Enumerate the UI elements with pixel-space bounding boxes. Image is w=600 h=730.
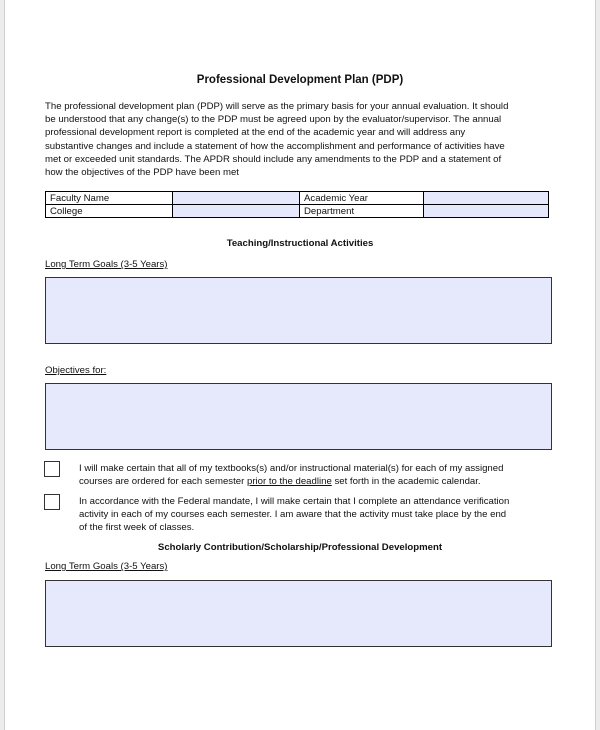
scholarly-long-term-field[interactable] (45, 580, 552, 647)
checkbox-text-line (79, 475, 503, 488)
college-field[interactable] (173, 205, 300, 218)
checkbox-text-line: activity in each of my courses each semester. I am aware that the activity must take place by the end (79, 509, 507, 521)
intro-line: how the objectives of the PDP have been met (45, 167, 239, 179)
attendance-verification-checkbox[interactable] (44, 494, 60, 510)
text-segment: courses are ordered for each semester (79, 476, 247, 488)
checkbox-text-line: of the first week of classes. (79, 522, 195, 534)
checkbox-text-line: In accordance with the Federal mandate, I will make certain that I complete an attendance verification (79, 496, 510, 507)
attendance-verification-text (79, 495, 509, 535)
intro-line: be understood that any change(s) to the PDP must be agreed upon by the evaluator/supervisor. The annual (45, 114, 502, 126)
intro-line: met or exceeded unit standards. The APDR should include any amendments to the PDP and a statement of (45, 153, 502, 165)
objectives-field[interactable] (45, 383, 552, 450)
faculty-name-label: Faculty Name (46, 192, 173, 205)
academic-year-label: Academic Year (300, 192, 424, 205)
faculty-info-table (45, 191, 549, 218)
department-field[interactable] (424, 205, 549, 218)
academic-year-field[interactable] (424, 192, 549, 205)
teaching-long-term-field[interactable] (45, 277, 552, 344)
textbook-order-text (79, 462, 503, 488)
scholarly-long-term-label: Long Term Goals (3-5 Years) (45, 561, 168, 572)
college-label: College (46, 205, 173, 218)
text-segment: set forth in the academic calendar. (331, 476, 481, 488)
intro-line: professional development report is completed at the end of the academic year and will address any (45, 127, 466, 139)
document-title: Professional Development Plan (PDP) (196, 74, 404, 86)
scholarly-heading: Scholarly Contribution/Scholarship/Professional Development (157, 542, 443, 553)
intro-line: The professional development plan (PDP) will serve as the primary basis for your annual evaluation. It should (45, 101, 509, 112)
objectives-label: Objectives for: (45, 365, 107, 376)
intro-paragraph (45, 100, 553, 179)
deadline-emphasis: prior to the deadline (246, 476, 332, 488)
faculty-name-field[interactable] (173, 192, 300, 205)
teaching-long-term-label: Long Term Goals (3-5 Years) (45, 259, 168, 270)
intro-line: substantive changes and include a statement of how the accomplishment and performance of activities have (45, 140, 505, 152)
department-label: Department (300, 205, 424, 218)
teaching-heading: Teaching/Instructional Activities (226, 238, 374, 249)
checkbox-text-line: I will make certain that all of my textbooks(s) and/or instructional material(s) for each of my assigned (79, 463, 504, 474)
textbook-order-checkbox[interactable] (44, 461, 60, 477)
